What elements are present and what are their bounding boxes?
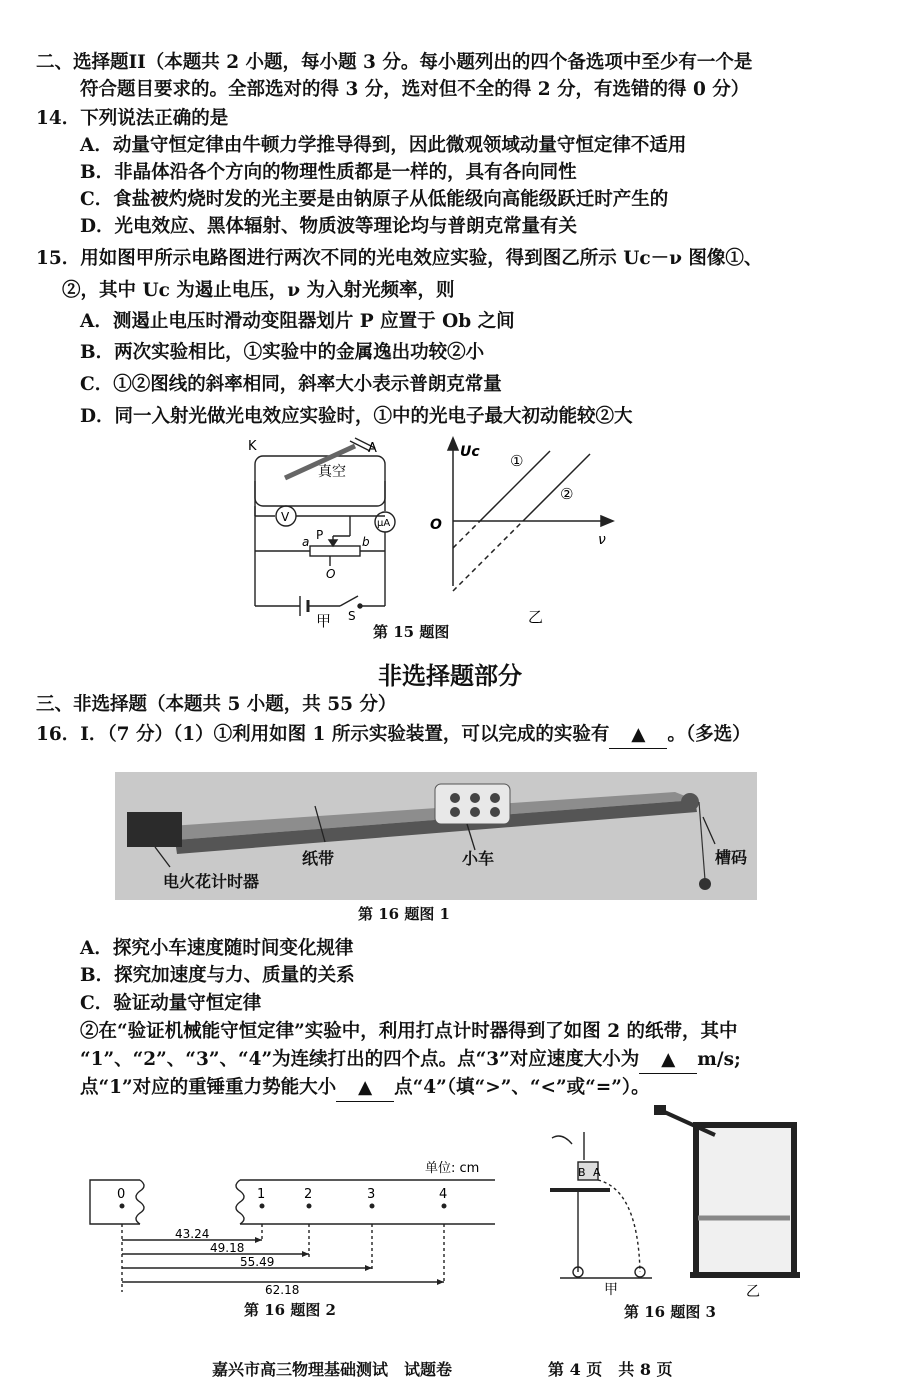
- q15-stem-line1: 15．用如图甲所示电路图进行两次不同的光电效应实验，得到图乙所示 Uc－ν 图像①、: [36, 248, 763, 269]
- label-uc: Uc: [460, 444, 480, 460]
- label-k: K: [248, 439, 257, 454]
- fig1-caption: 第 16 题图 1: [358, 905, 450, 923]
- tape-break-right: [236, 1180, 244, 1224]
- label-a-small: a: [302, 535, 310, 549]
- label-nu: ν: [598, 532, 606, 548]
- fig2-point-3: 3: [367, 1187, 376, 1202]
- label-voltmeter: V: [281, 510, 290, 524]
- q16-part2-line3: [80, 1075, 650, 1102]
- fig1-label-timer: 电火花计时器: [163, 872, 260, 891]
- fig2-point-1: 1: [257, 1187, 266, 1202]
- fig2-caption: 第 16 题图 2: [244, 1301, 336, 1319]
- cart-icon: [435, 784, 510, 824]
- fig3-label-a: A: [593, 1166, 601, 1179]
- graph-line-2-extension: [453, 521, 523, 591]
- q16-part2-line2: [80, 1047, 741, 1074]
- q14-option-a: A．动量守恒定律由牛顿力学推导得到，因此微观领域动量守恒定律不适用: [80, 135, 687, 156]
- fig1-label-tape: 纸带: [302, 849, 335, 868]
- tape-break-left: [136, 1180, 144, 1224]
- graph-line-2: [523, 454, 590, 521]
- q16-line1: [36, 722, 751, 749]
- fig3-apparatus-jia: [550, 1132, 652, 1278]
- q15-figure: [240, 436, 630, 636]
- answer-blank-2[interactable]: ▲: [639, 1047, 697, 1074]
- q16-part2-line2-unit: m/s;: [697, 1049, 741, 1070]
- fig2-distance-4: 62.18: [265, 1283, 300, 1297]
- q15-option-c: C．①②图线的斜率相同，斜率大小表示普朗克常量: [80, 374, 502, 395]
- q15-option-b: B．两次实验相比，①实验中的金属逸出功较②小: [80, 342, 485, 363]
- q16-line1-suffix: 。（多选）: [667, 724, 751, 745]
- answer-blank-3[interactable]: ▲: [336, 1075, 394, 1102]
- fig2-point-0: 0: [117, 1187, 126, 1202]
- uc-nu-graph: [448, 438, 613, 591]
- label-vacuum: 真空: [318, 464, 346, 480]
- rheostat: [310, 546, 360, 556]
- q15-option-d: D．同一入射光做光电效应实验时，①中的光电子最大初动能较②大: [80, 406, 633, 427]
- fig3-label-yi: 乙: [746, 1284, 760, 1300]
- pulley-icon: [681, 793, 699, 811]
- label-s: S: [348, 609, 356, 623]
- q16-part2-line3-suffix: 点“4”（填“>”、“<”或“=”）。: [394, 1077, 650, 1098]
- q15-caption: 第 15 题图: [373, 623, 450, 641]
- q15-option-a: A．测遏止电压时滑动变阻器划片 P 应置于 Ob 之间: [80, 311, 515, 332]
- label-line-1: ①: [510, 452, 524, 470]
- q16-figure2: [85, 1152, 505, 1297]
- label-p: P: [316, 528, 324, 542]
- q14-option-d: D．光电效应、黑体辐射、物质波等理论均与普朗克常量有关: [80, 216, 578, 237]
- label-o-circuit: O: [326, 567, 336, 581]
- label-o-graph: O: [430, 517, 442, 533]
- q14-stem: 14．下列说法正确的是: [36, 108, 229, 129]
- answer-blank-1[interactable]: ▲: [609, 722, 667, 749]
- section3-heading: 三、非选择题（本题共 5 小题，共 55 分）: [36, 694, 397, 715]
- fig1-label-weight: 槽码: [715, 848, 748, 867]
- fig1-label-cart: 小车: [462, 849, 495, 868]
- hammer-arrow: [552, 1136, 572, 1144]
- footer-title: 嘉兴市高三物理基础测试 试题卷: [212, 1360, 453, 1379]
- label-b-small: b: [362, 535, 370, 549]
- q16-part2-line2-text: “1”、“2”、“3”、“4”为连续打出的四个点。点“3”对应速度大小为: [80, 1049, 640, 1070]
- q16-line1-text: 16．Ⅰ．（7 分）（1）①利用如图 1 所示实验装置，可以完成的实验有: [36, 724, 610, 745]
- fig2-distance-1: 43.24: [175, 1227, 210, 1241]
- fig2-distance-3: 55.49: [240, 1255, 275, 1269]
- q14-option-b: B．非晶体沿各个方向的物理性质都是一样的，具有各向同性: [80, 162, 577, 183]
- fig3-apparatus-yi: [654, 1105, 800, 1278]
- fig3-label-jia: 甲: [604, 1282, 618, 1298]
- label-line-2: ②: [560, 485, 574, 503]
- fig3-caption: 第 16 题图 3: [624, 1303, 716, 1321]
- switch: [340, 596, 358, 606]
- q16-option-c: C．验证动量守恒定律: [80, 993, 262, 1014]
- fig2-point-2: 2: [304, 1187, 313, 1202]
- q15-stem-line2: ②，其中 Uc 为遏止电压，ν 为入射光频率，则: [62, 280, 455, 301]
- fig2-distance-2: 49.18: [210, 1241, 245, 1255]
- section2-heading-line1: 二、选择题II（本题共 2 小题，每小题 3 分。每小题列出的四个备选项中至少有一个是: [36, 52, 753, 73]
- q16-part2-line3-text: 点“1”对应的重锤重力势能大小: [80, 1077, 337, 1098]
- section2-heading-line2: 符合题目要求的。全部选对的得 3 分，选对但不全的得 2 分，有选错的得 0 分）: [80, 79, 750, 100]
- label-jia: 甲: [316, 612, 332, 630]
- label-a: A: [368, 441, 377, 456]
- fig2-point-4: 4: [439, 1187, 448, 1202]
- label-yi: 乙: [528, 608, 544, 626]
- q14-option-c: C．食盐被灼烧时发的光主要是由钠原子从低能级向高能级跃迁时产生的: [80, 189, 669, 210]
- tape-left-edge: [90, 1180, 140, 1224]
- footer-page-number: 第 4 页 共 8 页: [548, 1360, 673, 1379]
- weight-icon: [699, 878, 711, 890]
- q16-option-a: A．探究小车速度随时间变化规律: [80, 938, 354, 959]
- spark-timer-icon: [127, 812, 182, 847]
- q16-part2-line1: ②在“验证机械能守恒定律”实验中，利用打点计时器得到了如图 2 的纸带，其中: [80, 1021, 738, 1042]
- part-title: 非选择题部分: [378, 661, 522, 690]
- graph-line-1-extension: [453, 521, 480, 548]
- fig2-unit: 单位: cm: [425, 1161, 480, 1176]
- fig3-label-b: B: [578, 1166, 586, 1179]
- q16-option-b: B．探究加速度与力、质量的关系: [80, 965, 355, 986]
- projectile-path: [598, 1180, 640, 1272]
- label-microammeter: μA: [377, 518, 391, 529]
- q16-figure3: [540, 1100, 830, 1300]
